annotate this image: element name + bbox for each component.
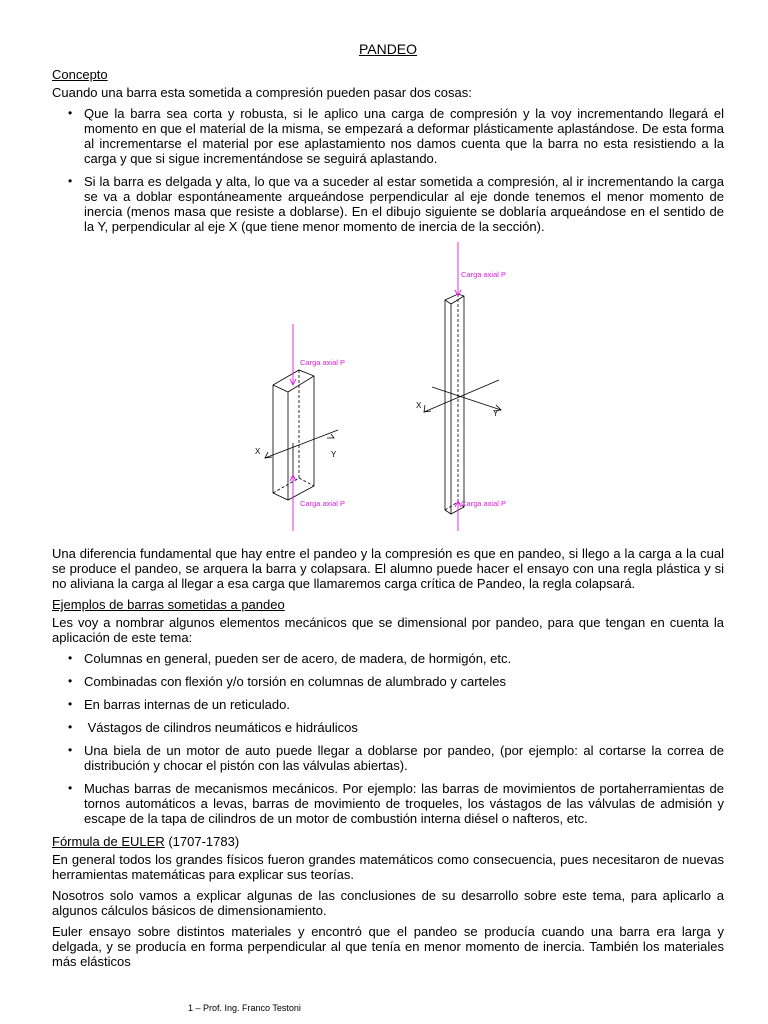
ejemplos-bullet: • Una biela de un motor de auto puede llegar a doblarse por pandeo, (por ejemplo: al cortarse la correa de distribución y chocar el pistón con las válvulas abiertas). [84, 743, 724, 773]
tall-bar-y-axis [432, 387, 501, 410]
euler-years: (1707-1783) [164, 834, 240, 849]
ejemplos-bullet: • Columnas en general, pueden ser de acero, de madera, de hormigón, etc. [84, 651, 724, 666]
concepto-bullet: • Que la barra sea corta y robusta, si le aplico una carga de compresión y la voy incrementando llegará el momento en que el material de la misma, se empezará a deformar plásticamente aplastándose. De esta forma al incrementarse el material por ese aplastamiento nos damos cuenta que la barra no esta resistiendo a la carga y que si sigue incrementándose se seguirá aplastando. [84, 106, 724, 166]
short-bar-x-label: X [255, 447, 261, 456]
ejemplos-bullet-list [52, 651, 724, 826]
ejemplos-bullet: • Vástagos de cilindros neumáticos e hidráulicos [84, 720, 724, 735]
ejemplos-bullet: • Combinadas con flexión y/o torsión en columnas de alumbrado y carteles [84, 674, 724, 689]
short-bar-y-label: Y [331, 450, 337, 459]
tall-bar-y-label: Y [493, 409, 499, 418]
buckling-diagram [52, 242, 724, 540]
page-footer: 1 – Prof. Ing. Franco Testoni [188, 1003, 301, 1013]
short-bar-x-arrow [265, 452, 272, 458]
section-heading-ejemplos: Ejemplos de barras sometidas a pandeo [52, 597, 285, 612]
buckling-figure [52, 242, 724, 540]
euler-paragraph: Nosotros solo vamos a explicar algunas de las conclusiones de su desarrollo sobre este tema, para aplicarlo a algunos cálculos básicos de dimensionamiento. [52, 888, 724, 918]
concepto-bullet: • Si la barra es delgada y alta, lo que va a suceder al estar sometida a compresión, al ir incrementando la carga se va a doblar espontáneamente arqueándose perpendicular al eje donde tenemos el menor momento de inercia (menos masa que resiste a doblarse). En el dibujo siguiente se doblaría arqueándose en el sentido de la Y, perpendicular al eje X (que tiene menor momento de inercia de la sección). [84, 174, 724, 234]
short-bar-y-arrow [327, 434, 334, 438]
tall-bar-bottom-load-label: Carga axial P [461, 499, 507, 508]
section-heading-concepto: Concepto [52, 67, 108, 82]
short-bar-xy-axis [265, 430, 338, 458]
tall-bar-outline [445, 294, 464, 514]
page-title: PANDEO [358, 41, 418, 57]
tall-bar-edges [445, 296, 464, 514]
ejemplos-bullet: • Muchas barras de mecanismos mecánicos. Por ejemplo: las barras de movimientos de portaherramientas de tornos automáticos a levas, barras de movimiento de troqueles, los vástagos de las válvulas de admisión y escape de la tapa de cilindros de un motor de combustión interna diésel o nafteros, etc. [84, 781, 724, 826]
diferencia-paragraph: Una diferencia fundamental que hay entre el pandeo y la compresión es que en pandeo, si llego a la carga a la cual se produce el pandeo, se arquera la barra y colapsara. El alumno puede hacer el ensayo con una regla plástica y si no aliviana la carga al llegar a esa carga que llamaremos carga crítica de Pandeo, la regla colapsará. [52, 546, 724, 591]
concepto-intro: Cuando una barra esta sometida a compresión pueden pasar dos cosas: [52, 85, 472, 100]
short-bar-bottom-load-label: Carga axial P [300, 499, 346, 508]
euler-paragraph: En general todos los grandes físicos fueron grandes matemáticos como consecuencia, pues necesitaron de nuevas herramientas matemáticas para explicar sus teorías. [52, 852, 724, 882]
short-bar-top-load-label: Carga axial P [300, 358, 346, 367]
tall-bar-top-load-label: Carga axial P [461, 270, 507, 279]
short-bar-edges [273, 376, 314, 500]
tall-bar-x-axis [424, 380, 499, 412]
ejemplos-intro: Les voy a nombrar algunos elementos mecánicos que se dimensional por pandeo, para que tengan en cuenta la aplicación de este tema: [52, 615, 724, 645]
ejemplos-bullet: • En barras internas de un reticulado. [84, 697, 724, 712]
document-page [52, 40, 724, 975]
euler-paragraph: Euler ensayo sobre distintos materiales y encontró que el pandeo se producía cuando una barra era larga y delgada, y se producía en forma perpendicular al que tenía en menor momento de inercia. También los materiales más elásticos [52, 924, 724, 969]
tall-bar-x-arrow [424, 405, 431, 412]
concepto-bullet-list [52, 106, 724, 234]
section-heading-euler [52, 834, 724, 849]
short-bar-outline [273, 370, 314, 500]
euler-heading-text: Fórmula de EULER [52, 834, 165, 849]
tall-bar-x-label: X [416, 401, 422, 410]
load-arrows [290, 242, 461, 531]
